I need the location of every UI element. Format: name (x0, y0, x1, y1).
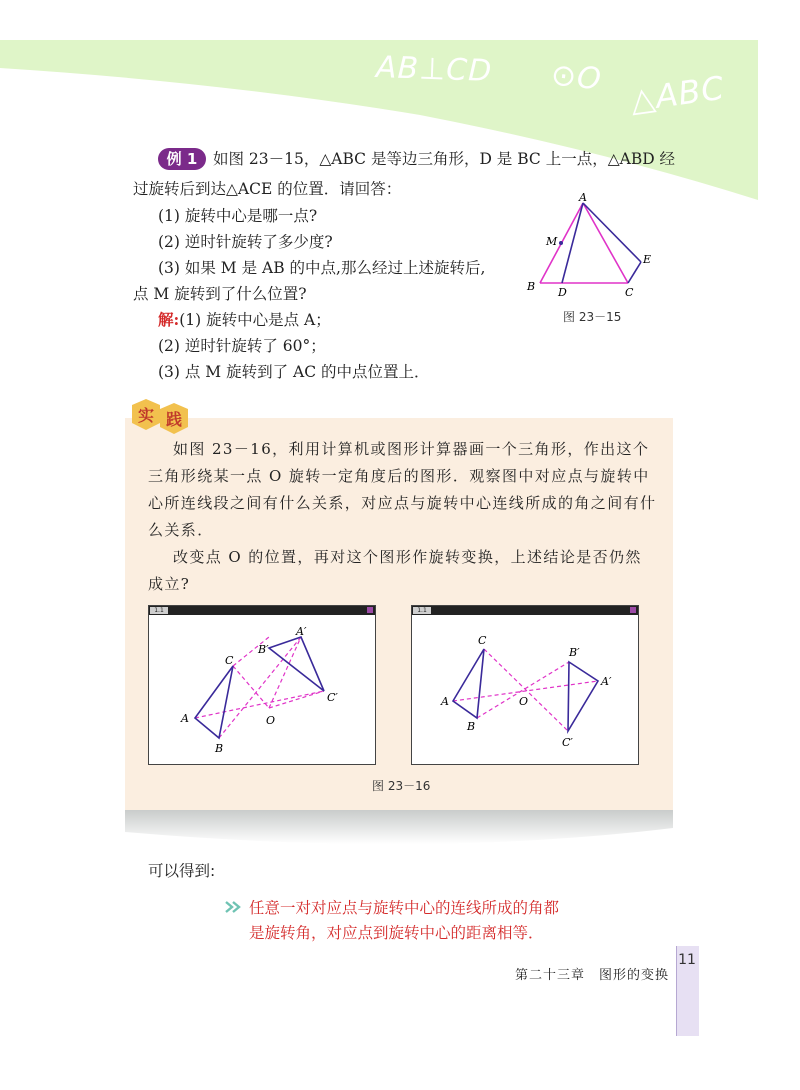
conclusion-line-1: 任意一对对应点与旋转中心的连线所成的角都 (249, 899, 560, 917)
practice-line-4: 么关系． (148, 521, 214, 539)
screen-1-close-icon[interactable] (367, 607, 373, 613)
screen-2-label-c-prime: C′ (562, 736, 573, 749)
conclusion-text (249, 896, 559, 946)
screen-2-toolbar (412, 606, 638, 615)
question-1: (1) 旋转中心是哪一点? (158, 207, 318, 225)
screen-1-label-b: B (215, 742, 224, 755)
answer-1-line (158, 307, 331, 333)
segment-ec (628, 262, 641, 283)
practice-line-5: 改变点 O 的位置，再对这个图形作旋转变换，上述结论是否仍然 (173, 548, 642, 566)
screen-2-label-b-prime: B′ (569, 646, 580, 659)
screen-1-label-c: C (225, 654, 234, 667)
label-e: E (643, 253, 652, 266)
screen-1-figure (149, 616, 375, 764)
header-deco-perpendicular: AB⊥CD (375, 49, 493, 90)
answer-label: 解: (158, 310, 180, 329)
point-m (559, 241, 563, 245)
bullet-arrow-icon (224, 899, 242, 915)
screen-2-close-icon[interactable] (630, 607, 636, 613)
practice-line-6: 成立? (148, 575, 191, 593)
screen-1-tab[interactable]: 1.1 (150, 607, 168, 614)
screen-1-triangle-abc-prime (269, 637, 324, 691)
header-deco-circle: ⊙O (549, 57, 604, 98)
conclusion-line-2: 是旋转角，对应点到旋转中心的距离相等． (249, 924, 544, 942)
segment-ad (562, 203, 583, 283)
calculator-screen-1 (148, 605, 376, 765)
figure-23-15 (520, 190, 660, 300)
label-d: D (558, 286, 567, 299)
screen-2-triangle-abc (453, 649, 484, 718)
screen-2-label-o: O (519, 695, 529, 708)
result-lead: 可以得到: (148, 862, 216, 880)
screen-1-toolbar (149, 606, 375, 615)
practice-badge (128, 397, 198, 437)
header-deco-triangle: △ABC (627, 68, 727, 120)
question-2: (2) 逆时针旋转了多少度? (158, 233, 333, 251)
answer-1: (1) 旋转中心是点 A； (179, 311, 331, 329)
calculator-screen-2 (411, 605, 639, 765)
screen-1-label-c-prime: C′ (327, 691, 338, 704)
practice-line-1: 如图 23－16，利用计算机或图形计算器画一个三角形，作出这个 (173, 440, 650, 458)
practice-badge-char-2: 践 (165, 410, 183, 429)
screen-1-triangle-abc (195, 666, 233, 738)
label-a: A (579, 191, 587, 204)
screen-2-label-a: A (441, 695, 449, 708)
example-line-1: 如图 23－15，△ABC 是等边三角形，D 是 BC 上一点，△ABD 经 (213, 150, 676, 168)
screen-2-label-a-prime: A′ (601, 675, 612, 688)
screen-1-label-a-prime: A′ (296, 625, 307, 638)
screen-2-figure (412, 616, 638, 764)
figure-23-15-caption: 图 23－15 (563, 310, 622, 324)
screen-2-tab[interactable]: 1.1 (413, 607, 431, 614)
question-3a: (3) 如果 M 是 AB 的中点,那么经过上述旋转后, (158, 259, 486, 277)
screen-2-label-b: B (467, 720, 476, 733)
label-m: M (546, 235, 558, 248)
screen-1-label-b-prime: B′ (258, 643, 269, 656)
screen-1-label-a: A (181, 712, 189, 725)
screen-2-triangle-abc-prime (568, 662, 598, 731)
answer-2: (2) 逆时针旋转了 60°； (158, 337, 326, 355)
practice-badge-char-1: 实 (137, 406, 155, 425)
label-c: C (625, 286, 634, 299)
figure-23-16-caption: 图 23－16 (372, 779, 431, 793)
screen-1-label-o: O (266, 714, 276, 727)
example-line-2: 过旋转后到达△ACE 的位置．请回答： (133, 180, 402, 198)
practice-line-3: 心所连线段之间有什么关系，对应点与旋转中心连线所成的角之间有什 (148, 494, 657, 512)
label-b: B (527, 280, 536, 293)
practice-line-2: 三角形绕某一点 O 旋转一定角度后的图形．观察图中对应点与旋转中 (148, 467, 650, 485)
answer-3: (3) 点 M 旋转到了 AC 的中点位置上． (158, 363, 430, 381)
example-badge: 例 1 (158, 148, 206, 170)
question-3b: 点 M 旋转到了什么位置? (133, 285, 307, 303)
page-number: 11 (678, 952, 696, 968)
chapter-footer: 第二十三章 图形的变换 (515, 968, 670, 983)
practice-shadow (125, 810, 673, 860)
screen-2-label-c: C (478, 634, 487, 647)
